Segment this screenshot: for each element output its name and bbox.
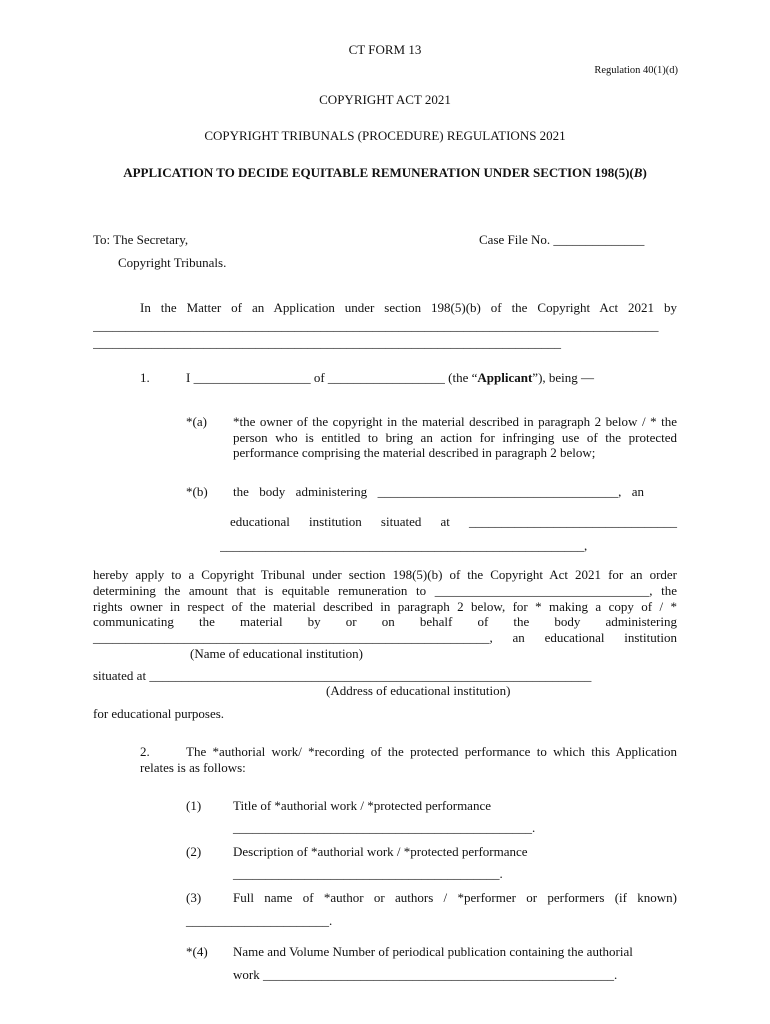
addressee-line: To: The Secretary, (93, 232, 189, 247)
item-b-label: *(b) (186, 484, 208, 499)
item-3-number: (3) (186, 890, 202, 905)
hereby-line-2[interactable]: determining the amount that is equitable remuneration to _________________________________, the (93, 583, 677, 598)
item-1-blank[interactable]: ______________________________________________. (233, 820, 536, 835)
act-title: COPYRIGHT ACT 2021 (319, 92, 451, 107)
item-2-blank[interactable]: _________________________________________. (233, 866, 503, 881)
item-4-blank[interactable]: work ______________________________________________________. (233, 967, 618, 982)
application-title (0, 165, 770, 181)
item-4-text: Name and Volume Number of periodical publication containing the authorial (233, 944, 633, 959)
application-title-main: APPLICATION TO DECIDE EQUITABLE REMUNERATION UNDER SECTION 198(5)( (123, 165, 634, 180)
item-1-number: (1) (186, 798, 202, 813)
para1-text-a: I __________________ of __________________ (the “ (186, 370, 478, 385)
matter-line: In the Matter of an Application under section 198(5)(b) of the Copyright Act 2021 by (140, 300, 677, 315)
para2-intro: The *authorial work/ *recording of the protected performance to which this Application relates is as follows: (140, 744, 677, 775)
hereby-line-1: hereby apply to a Copyright Tribunal under section 198(5)(b) of the Copyright Act 2021 for an order (93, 567, 677, 582)
application-title-end: ) (642, 165, 647, 180)
item-a-label: *(a) (186, 414, 207, 429)
regulation-reference: Regulation 40(1)(d) (594, 65, 678, 76)
institution-name-caption: (Name of educational institution) (190, 646, 363, 661)
situated-at-field[interactable]: situated at ____________________________________________________________________ (93, 668, 592, 683)
item-2-text: Description of *authorial work / *protected performance (233, 844, 528, 859)
item-a-text: *the owner of the copyright in the material described in paragraph 2 below / * the person who is entitled to bring an action for infringing use of the protected performance comprising the material described in paragraph 2 below; (233, 414, 677, 460)
addressee-line-2: Copyright Tribunals. (118, 255, 227, 270)
item-4-number: *(4) (186, 944, 208, 959)
matter-blank-2[interactable]: ________________________________________________________________________ (93, 335, 561, 350)
para2-number: 2. (140, 744, 150, 759)
matter-blank-1[interactable]: _______________________________________________________________________________________ (93, 318, 659, 333)
institution-address-caption: (Address of educational institution) (326, 683, 511, 698)
item-b-line-1[interactable]: the body administering _____________________________________, an (233, 484, 644, 499)
para1-text[interactable] (186, 370, 594, 386)
hereby-line-3: rights owner in respect of the material described in paragraph 2 below, for * making a copy of / * (93, 599, 677, 614)
item-3-text: Full name of *author or authors / *performer or performers (if known) (233, 890, 677, 905)
item-b-line-2[interactable]: educational institution situated at ________________________________ (230, 514, 677, 529)
applicant-label: Applicant (477, 370, 533, 385)
item-3-blank[interactable]: ______________________. (186, 913, 333, 928)
item-2-number: (2) (186, 844, 202, 859)
case-file-field[interactable]: Case File No. ______________ (479, 232, 645, 247)
form-number: CT FORM 13 (348, 42, 422, 57)
purposes-line: for educational purposes. (93, 706, 225, 721)
para1-text-b: ”), being — (532, 370, 595, 385)
hereby-line-5[interactable]: _____________________________________________________________, an educational institution (93, 630, 677, 645)
regulations-title: COPYRIGHT TRIBUNALS (PROCEDURE) REGULATIONS 2021 (204, 128, 566, 143)
para1-number: 1. (140, 370, 150, 385)
application-title-letter: B (633, 165, 643, 180)
item-1-text: Title of *authorial work / *protected performance (233, 798, 491, 813)
item-b-line-3[interactable]: ________________________________________________________, (220, 538, 588, 553)
hereby-line-4: communicating the material by or on behalf of the body administering (93, 614, 677, 629)
